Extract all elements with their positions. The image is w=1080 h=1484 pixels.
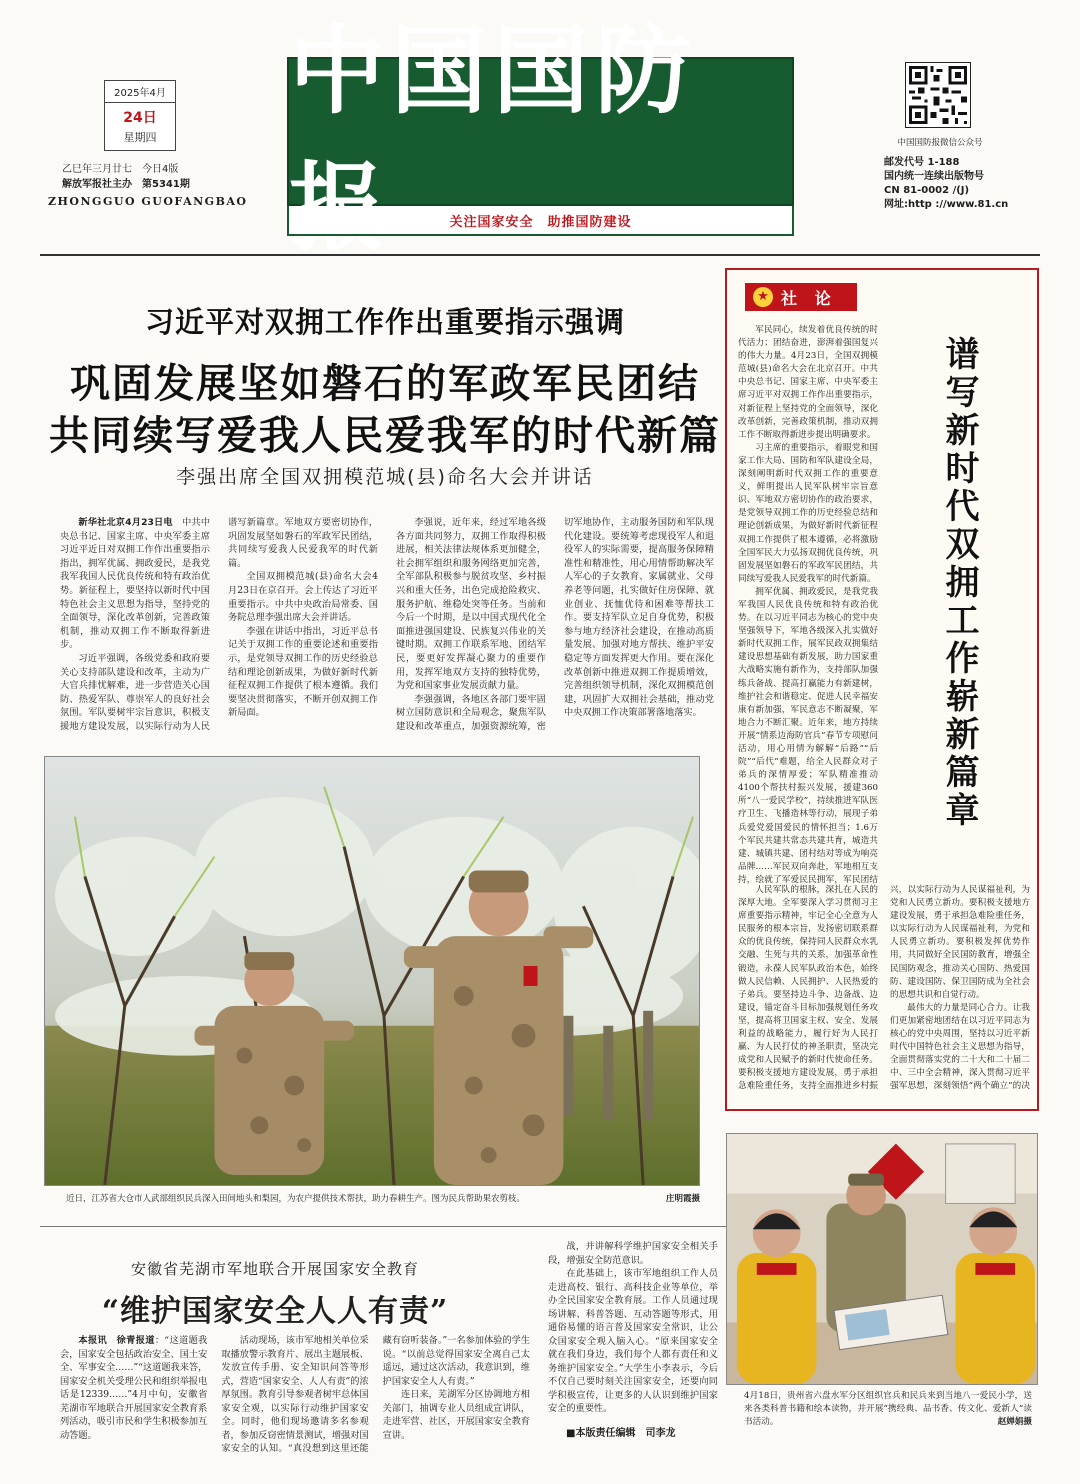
second-story-paragraph: 在此基础上，该市军地组织工作人员走进高校、银行、高科技企业等单位，举办全民国家安全教育展。工作人员通过现场讲解、科普答题、互动答题等形式，用通俗易懂的语言普及国家安全常识，让公众国家安全观入脑入心。“原来国家安全就在我们身边，我们每个人都有责任和义务维护国家安全。”大学生小李表示，今后不仅自己要时刻关注国家安全，还要向同学积极宣传，让更多的人认识到维护国家安全的重要性。 xyxy=(548,1268,718,1414)
lead-paragraph: 习近平强调，各级党委和政府要关心支持部队建设和改革，主动为广大官兵排忧解难，进一步营造关心国防、热爱军队、尊崇军人的良好社会氛围。军队要树牢宗旨意识，积极支援地方建设发展，以实际行动为人民谱写新篇章。军地双方要密切协作，巩固发展坚如磐石的军政军民团结，共同续写爱我人民爱我军的时代新篇。 xyxy=(60,517,378,732)
lead-paragraph: 新华社北京4月23日电 中共中央总书记、国家主席、中央军委主席习近平近日对双拥工作作出重要指示指出，拥军优属、拥政爱民，是我党我军我国人民优良传统和特有政治优势。新征程上，要坚持以新时代中国特色社会主义思想为指导，坚持党的全面领导，深化改革创新，完善政策机制，推动双拥工作不断取得新进步。 xyxy=(60,517,211,651)
second-story-title: “维护国家安全人人有责” xyxy=(101,1294,449,1329)
lead-subheadline: 李强出席全国双拥模范城(县)命名大会并讲话 xyxy=(176,466,594,488)
editorial-title: 谱写新时代双拥工作崭新篇章 xyxy=(939,336,979,830)
publication-info xyxy=(48,162,258,209)
date-day: 24日 xyxy=(123,110,157,126)
editorial-badge-label: 社 论 xyxy=(781,288,837,308)
star-emblem-icon: ★ xyxy=(753,287,773,307)
postal-code: 邮发代号 1-188 xyxy=(884,157,960,168)
section-divider xyxy=(40,1226,730,1227)
main-photo-caption-text: 近日，江苏省大仓市人武部组织民兵深入田间地头和梨园，为农户提供技术帮扶，助力春耕生产。图为民兵帮助果农剪枝。 xyxy=(66,1194,526,1204)
date-year-month: 2025年4月 xyxy=(105,81,175,103)
side-photo-credit: 赵婵娟摄 xyxy=(997,1417,1032,1427)
pinyin-name: ZHONGGUO GUOFANGBAO xyxy=(48,195,248,208)
organizer: 解放军报社主办 xyxy=(62,179,132,190)
lead-paragraph: 全国双拥模范城(县)命名大会4月23日在京召开。会上传达了习近平重要指示。中共中央政治局常委、国务院总理李强出席大会并讲话。 xyxy=(228,571,378,624)
editorial-body xyxy=(738,324,878,884)
website[interactable]: 网址:http ://www.81.cn xyxy=(884,199,1009,210)
second-story-body-continued xyxy=(548,1240,718,1418)
pages-today: 今日4版 xyxy=(142,164,179,175)
lead-paragraph: 李强在讲话中指出，习近平总书记关于双拥工作的重要论述和重要指示，是党领导双拥工作的历史经验总结和理论创新成果，为做好新时代新征程双拥工作提供了根本遵循。我们要坚决贯彻落实，不断开创双拥工作新局面。 xyxy=(228,625,378,719)
second-story-byline: 本报讯 徐青报道 xyxy=(78,1335,155,1346)
masthead-slogan: 关注国家安全 助推国防建设 xyxy=(287,206,794,236)
second-story-body xyxy=(60,1334,530,1464)
second-story-paragraph: 活动现场，该市军地相关单位采取播放警示教育片、展出主题展板、发放宣传手册、安全知识问答等形式，营造“国家安全、人人有责”的浓厚氛围。教育引导参观者树牢总体国家安全观，以实际行动维护国家安全。同时，他们现场邀请多名参观者，参加反窃密情景测试，增强对国家安全的认知。“真没想到这里还能藏有窃听装备。”一名参加体验的学生说。“以前总觉得国家安全离自己太遥远，通过这次活动，我意识到，维护国家安全人人有责。” xyxy=(221,1335,530,1454)
issue-number: 第5341期 xyxy=(142,179,190,190)
dateline: 新华社北京4月23日电 xyxy=(78,517,173,528)
second-story-paragraph: 战，并讲解科学维护国家安全相关手段，增强安全防范意识。 xyxy=(548,1241,718,1266)
lead-headline-2: 共同续写爱我人民爱我军的时代新篇 xyxy=(49,413,721,459)
lead-paragraph: 李强强调，各地区各部门要牢固树立国防意识和全局观念，聚焦军队建设和改革重点，加强资源统筹，密切军地协作，主动服务国防和军队现代化建设。要统筹考虑现役军人和退役军人的实际需要，提高服务保障精准性和精准性，用心用情帮助解决军人军心的子女教育、家属就业、父母养老等问题，扎实做好住房保障、就业创业、抚恤优待和困难等帮扶工作。要支持军队立足自身优势，积极参与地方经济社会建设，在推动高质量发展、加强对地方帮扶、维护平安稳定等方面发挥更大作用。要在深化改革创新中推进双拥工作提质增效，完善组织领导机制，深化双拥模范创建，巩固扩大双拥社会基础，推动党中央双拥工作决策部署落地落实。 xyxy=(396,517,714,732)
page-editor: ■本版责任编辑 司李龙 xyxy=(566,1428,676,1439)
newspaper-masthead xyxy=(287,13,794,206)
lunar-date: 乙巳年三月廿七 xyxy=(62,164,132,175)
editorial-badge xyxy=(745,283,857,311)
masthead-divider xyxy=(40,254,1040,256)
side-photo-caption xyxy=(744,1390,1032,1429)
newspaper-title: 中国国防 xyxy=(289,13,697,127)
serial-label: 国内统一连续出版物号 xyxy=(884,171,984,182)
main-photo-orchard[interactable] xyxy=(44,756,700,1186)
date-weekday: 星期四 xyxy=(123,131,157,144)
side-photo-caption-text: 4月18日，贵州省六盘水军分区组织官兵和民兵来到当地八一爱民小学，送来各类科普书籍和绘本读物，并开展“携经典、品书香、传文化、爱新人”读书活动。 xyxy=(744,1391,1032,1427)
postal-info xyxy=(884,156,1044,212)
editorial-body-bottom xyxy=(738,884,1030,1100)
second-story-paragraph: 连日来，芜湖军分区协调地方相关部门，抽调专业人员组成宣讲队，走进军营、社区，开展国家安全教育宣讲。 xyxy=(382,1389,530,1441)
cn-number: CN 81-0002 /(J) xyxy=(884,185,970,196)
date-box xyxy=(104,80,176,151)
editorial-paragraph: 人民军队的根脉，深扎在人民的深厚大地。全军要深入学习贯彻习主席重要指示精神，牢记全心全意为人民服务的根本宗旨，发扬密切联系群众的优良传统，保持同人民群众水乳交融、生死与共的关系，加强革命性锻造，永葆人民军队政治本色，始终做人民信赖、人民拥护、人民热爱的子弟兵。要坚持边斗争、边备战、边建设，锚定奋斗目标加强规划任务攻坚，提高将卫国家主权、安全、发展利益的战略能力，履行好为人民打赢、为人民打仗的神圣职责，坚决完成党和人民赋予的新时代使命任务。要积极支援地方建设发展，勇于承担急难险重任务，支持全面推进乡村振兴，以实际行动为人民谋福祉利，为党和人民勇立新功。要积极支援地方建设发展，勇于承担急难险重任务，以实际行动为人民谋福祉利，为党和人民勇立新功。要积极发挥优势作用，共同做好全民国防教育，增强全民国防观念，推动关心国防、热爱国防、建设国防、保卫国防成为全社会的思想共识和自觉行动。 xyxy=(738,885,1030,1092)
lead-paragraph: 李强说，近年来，经过军地各级各方面共同努力，双拥工作取得积极进展，相关法律法规体系更加健全，社会拥军组织和服务网络更加完善，全军部队积极参与脱贫攻坚、乡村振兴和重大任务，出色完成抢险救灾、服务护航、维稳处突等任务。当前和今后一个时期，是以中国式现代化全面推进强国建设、民族复兴伟业的关键时期。双拥工作联系军地、团结军民，要更好发挥凝心聚力的重要作用，发挥军地双方支持的独特优势，为党和国家事业发展贡献力量。 xyxy=(396,517,546,692)
qr-caption: 中国国防报微信公众号 xyxy=(897,138,983,148)
editorial-paragraph: 拥军优属、拥政爱民，是我党我军我国人民优良传统和特有政治优势。在以习近平同志为核心的党中央坚强领导下，军地各级深入扎实做好新时代双拥工作，展军民政双拥集结建设思想基础有新发展，助力国家重大战略实施有新作为，支持部队加强练兵备战、提高打赢能力有新建树，维护社会和谐稳定、促进人民幸福安康有新加强，军民意志不断凝聚，军地合力不断汇聚。近年来，地方持续开展“情系边海防官兵”春节专项慰问活动，用心用情为解解“后路”“后院”“后代”难题，给全人民群众对子弟兵的深情厚爱；军队精准推动4100个帮扶村振兴发展，援建360所“八一爱民学校”，持续推进军队医疗卫生、飞播造林等行动，展现子弟兵爱党爱国爱民的情怀担当；1.6万个军民共建共常态共建共育，城造共建、城镇共建、团村结对等成为响亮品牌……军民双向奔赴，军地相互支持，绘就了军爱民民拥军，军民团结 xyxy=(738,586,878,884)
editorial-paragraph: 最伟大的力量是同心合力。让我们更加紧密地团结在以习近平同志为核心的党中央周围，坚持以习近平新时代中国特色社会主义思想为指导，全面贯彻落实党的二十大和二十届二中、三中全会精神，深入贯彻习近平强军思想，深刻领悟“两个确立”的决 xyxy=(890,1002,1030,1092)
second-story-paragraph: 本报讯 徐青报道：“这道题我会，国家安全包括政治安全、国土安全、军事安全……”“这道题我来答，国家安全机关受理公民和组织举报电话是12339……”4月中旬，安徽省芜湖市军地联合开展国家安全教育系列活动，吸引市民和学生积极参加互动答题。 xyxy=(60,1335,208,1441)
qr-code-icon[interactable] xyxy=(905,62,971,128)
side-photo-reading[interactable] xyxy=(726,1133,1038,1385)
editorial-paragraph: 习主席的重要指示，着眼党和国家工作大局、国防和军队建设全局，深刻阐明新时代双拥工作的重要意义，鲜明提出人民军队树牢宗旨意识、军地双方密切协作的政治要求，是党领导双拥工作的历史经验总结和理论创新成果，为做好新时代新征程双拥工作提供了根本遵循，必将激励全国军民大力弘扬双拥优良传统，巩固发展坚如磐石的军政军民团结，共同续写爱我人民爱我军的时代新篇。 xyxy=(738,442,878,584)
lead-headline-1: 巩固发展坚如磐石的军政军民团结 xyxy=(70,361,700,407)
main-photo-credit: 庄明霞摄 xyxy=(665,1194,700,1204)
editorial-paragraph: 军民同心，续发着优良传统的时代活力；团结奋进，澎湃着强国复兴的伟大力量。4月23日，全国双拥模范城(县)命名大会在北京召开。中共中央总书记、国家主席、中央军委主席习近平对双拥工作作出重要指示，对新征程上坚持党的全面领导，深化改革创新，完善政策机制，推动双拥工作不断取得新进步提出明确要求。 xyxy=(738,325,878,440)
lead-kicker: 习近平对双拥工作作出重要指示强调 xyxy=(144,305,625,339)
main-photo-caption xyxy=(66,1192,700,1204)
second-story-kicker: 安徽省芜湖市军地联合开展国家安全教育 xyxy=(130,1260,419,1278)
lead-story-body xyxy=(60,516,714,744)
